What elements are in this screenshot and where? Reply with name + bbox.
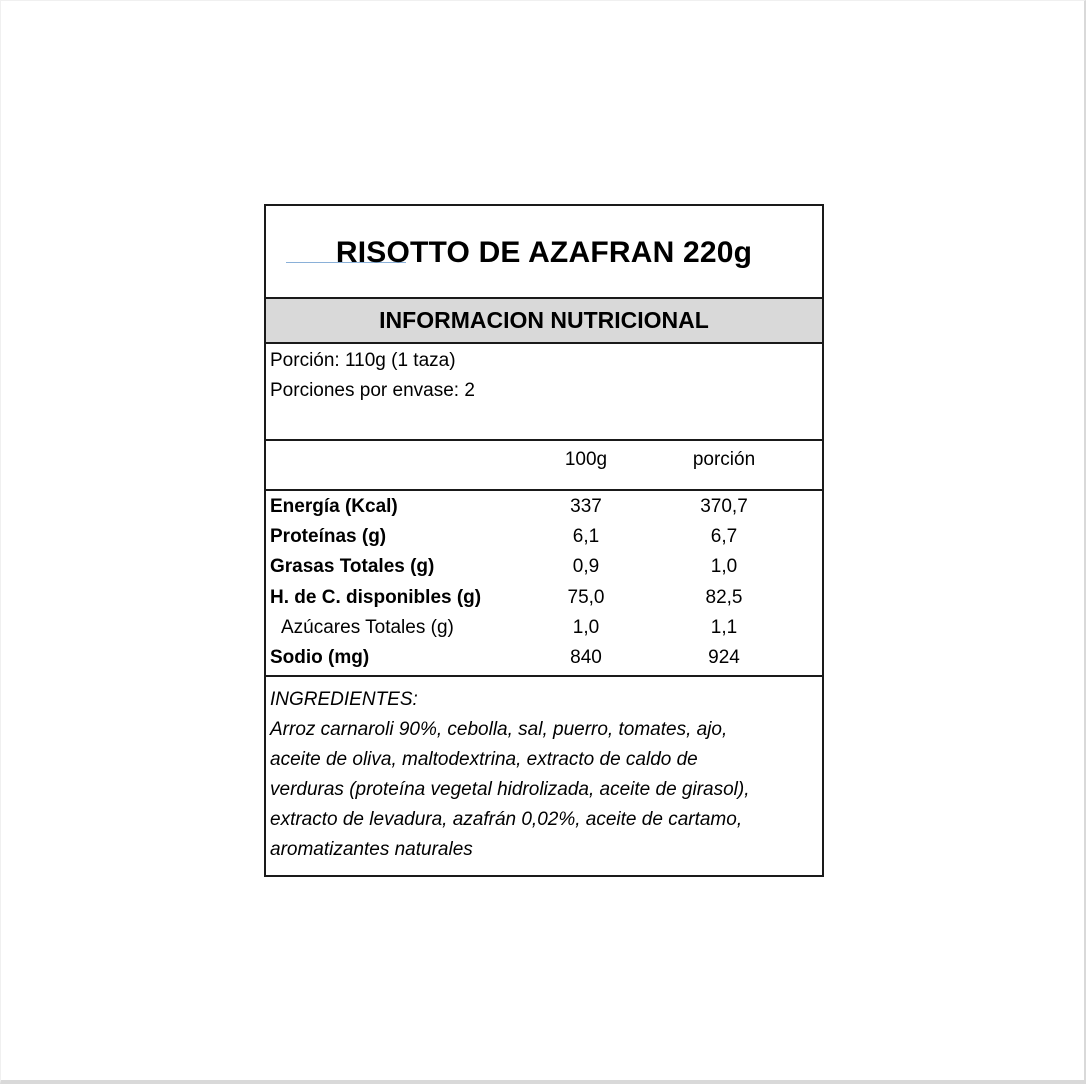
nutrient-value-100g: 75,0 [567,587,605,608]
serving-size: Porción: 110g (1 taza) [270,350,456,371]
ingredients-line: verduras (proteína vegetal hidrolizada, aceite de girasol), [270,779,750,800]
nutrient-value-100g: 840 [570,647,602,668]
nutrient-value-100g: 337 [570,496,602,517]
ingredients-line: aromatizantes naturales [270,839,473,860]
table-row [266,587,822,617]
nutrition-header-section [266,299,822,344]
nutrient-value-portion: 1,1 [710,617,738,638]
table-row [266,556,822,586]
table-row [266,617,822,647]
nutrient-name: Sodio (mg) [270,647,370,668]
nutrition-header: INFORMACION NUTRICIONAL [379,307,709,333]
column-header-portion: porción [692,449,756,470]
portion-section [266,344,822,441]
column-header-100g: 100g [564,449,608,470]
table-row [266,647,822,677]
ingredients-heading: INGREDIENTES: [270,689,418,710]
nutrient-value-portion: 1,0 [710,556,738,577]
ingredients-line: extracto de levadura, azafrán 0,02%, aceite de cartamo, [270,809,743,830]
nutrient-name: Azúcares Totales (g) [281,617,454,638]
nutrient-value-portion: 924 [708,647,740,668]
nutrient-value-portion: 370,7 [700,496,748,517]
servings-per-container: Porciones por envase: 2 [270,380,475,401]
ingredients-line: Arroz carnaroli 90%, cebolla, sal, puerro, tomates, ajo, [270,719,728,740]
nutrient-name: Energía (Kcal) [270,496,398,517]
nutrient-value-100g: 6,1 [572,526,600,547]
nutrient-value-100g: 1,0 [572,617,600,638]
product-title: RISOTTO DE AZAFRAN 220g [335,236,753,269]
nutrient-value-100g: 0,9 [572,556,600,577]
table-row [266,496,822,526]
nutrient-name: Grasas Totales (g) [270,556,435,577]
column-header-section [266,441,822,491]
nutrient-name: H. de C. disponibles (g) [270,587,482,608]
nutrient-name: Proteínas (g) [270,526,387,547]
ingredients-section [266,677,822,875]
title-section [266,206,822,299]
nutrient-value-portion: 82,5 [705,587,743,608]
nutrient-table [266,491,822,677]
nutrition-label [264,204,824,877]
ingredients-line: aceite de oliva, maltodextrina, extracto de caldo de [270,749,698,770]
table-row [266,526,822,556]
nutrient-value-portion: 6,7 [710,526,738,547]
